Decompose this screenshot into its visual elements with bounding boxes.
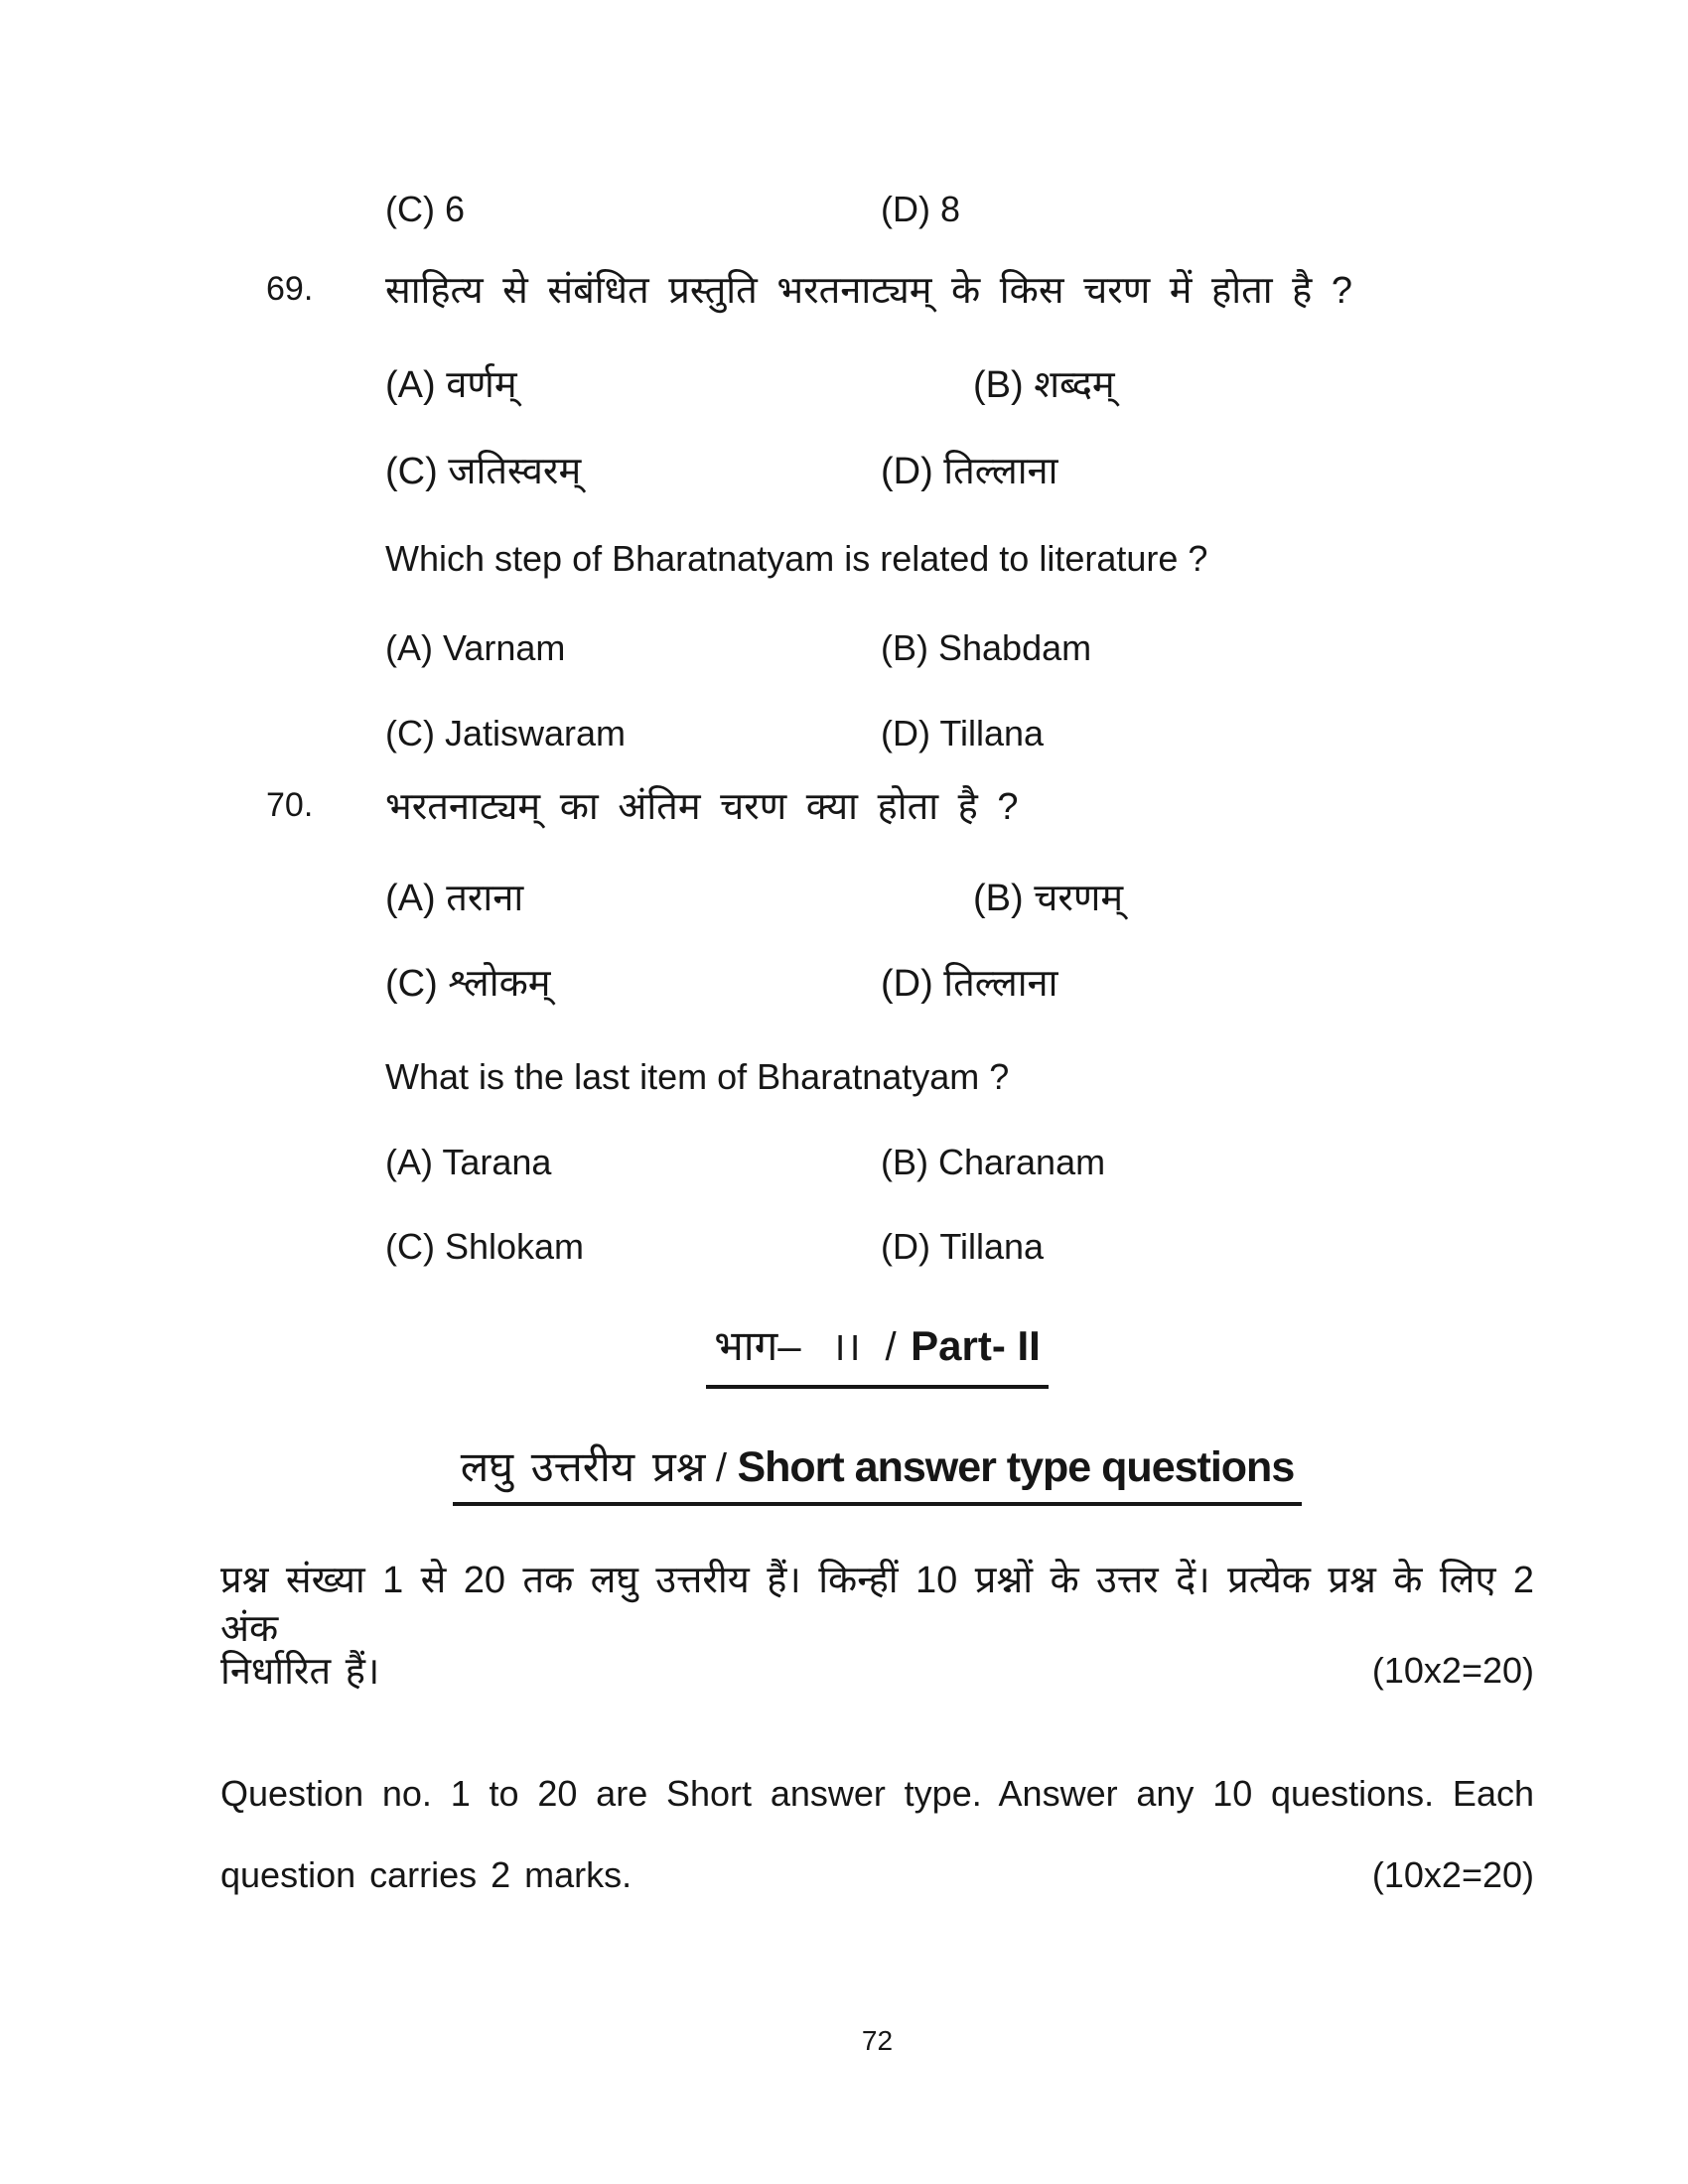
question-69-hindi-text: साहित्य से संबंधित प्रस्तुति भरतनाट्यम् के किस चरण में होता है ?	[385, 270, 1353, 312]
option-a: (A) Varnam	[385, 627, 566, 668]
option-b: (B) चरणम्	[973, 878, 1124, 919]
prev-option-c: (C) 6	[385, 189, 465, 229]
page-number: 72	[861, 2025, 894, 2056]
instructions-english-line2: question carries 2 marks.	[220, 1854, 633, 1895]
option-b: (B) शब्दम्	[973, 364, 1115, 406]
page-number-band	[220, 2025, 1534, 2057]
instructions-english-line1: Question no. 1 to 20 are Short answer type. Answer any 10 questions. Each	[220, 1773, 1534, 1814]
hindi-marks-scheme: (10x2=20)	[1371, 1650, 1534, 1691]
instructions-hindi-line2-row	[220, 1648, 1534, 1697]
part-heading-roman-numeral: II	[835, 1327, 866, 1368]
option-b: (B) Shabdam	[881, 627, 1092, 668]
option-c: (C) श्लोकम्	[385, 963, 551, 1005]
section-heading-separator: /	[715, 1446, 727, 1490]
instructions-english-line2-row	[220, 1852, 1534, 1899]
option-a: (A) वर्णम्	[385, 364, 517, 406]
option-c: (C) Shlokam	[385, 1226, 585, 1267]
question-70-number: 70.	[266, 786, 314, 824]
part-heading	[220, 1316, 1534, 1389]
instructions-hindi-line2: निर्धारित हैं।	[220, 1651, 380, 1693]
option-b: (B) Charanam	[881, 1142, 1106, 1182]
english-marks-scheme: (10x2=20)	[1371, 1854, 1534, 1895]
option-d: (D) तिल्लाना	[881, 963, 1058, 1005]
option-d: (D) Tillana	[881, 713, 1045, 753]
question-69-number: 69.	[266, 270, 314, 308]
prev-option-d: (D) 8	[881, 189, 960, 229]
section-heading-hindi: लघु उत्तरीय प्रश्न	[460, 1443, 706, 1490]
question-70-hindi-text: भरतनाट्यम् का अंतिम चरण क्या होता है ?	[385, 786, 1019, 828]
instructions-hindi-line1: प्रश्न संख्या 1 से 20 तक लघु उत्तरीय हैं। किन्हीं 10 प्रश्नों के उत्तर दें। प्रत्येक प्रश्न के लिए 2 अंक	[220, 1560, 1534, 1651]
question-69-english-text: Which step of Bharatnatyam is related to literature ?	[385, 538, 1208, 579]
option-c: (C) जतिस्वरम्	[385, 451, 582, 492]
part-heading-separator: /	[885, 1325, 897, 1369]
part-heading-english: Part- II	[911, 1322, 1041, 1369]
option-c: (C) Jatiswaram	[385, 713, 627, 753]
option-a: (A) तराना	[385, 878, 524, 919]
option-a: (A) Tarana	[385, 1142, 552, 1182]
question-70-english-text: What is the last item of Bharatnatyam ?	[385, 1056, 1010, 1097]
part-heading-hindi: भाग–	[714, 1322, 801, 1369]
section-heading	[220, 1437, 1534, 1506]
part-heading-underlined	[706, 1316, 1049, 1389]
section-heading-underlined	[453, 1437, 1303, 1506]
option-d: (D) तिल्लाना	[881, 451, 1058, 492]
option-d: (D) Tillana	[881, 1226, 1045, 1267]
section-heading-english: Short answer type questions	[737, 1443, 1295, 1491]
